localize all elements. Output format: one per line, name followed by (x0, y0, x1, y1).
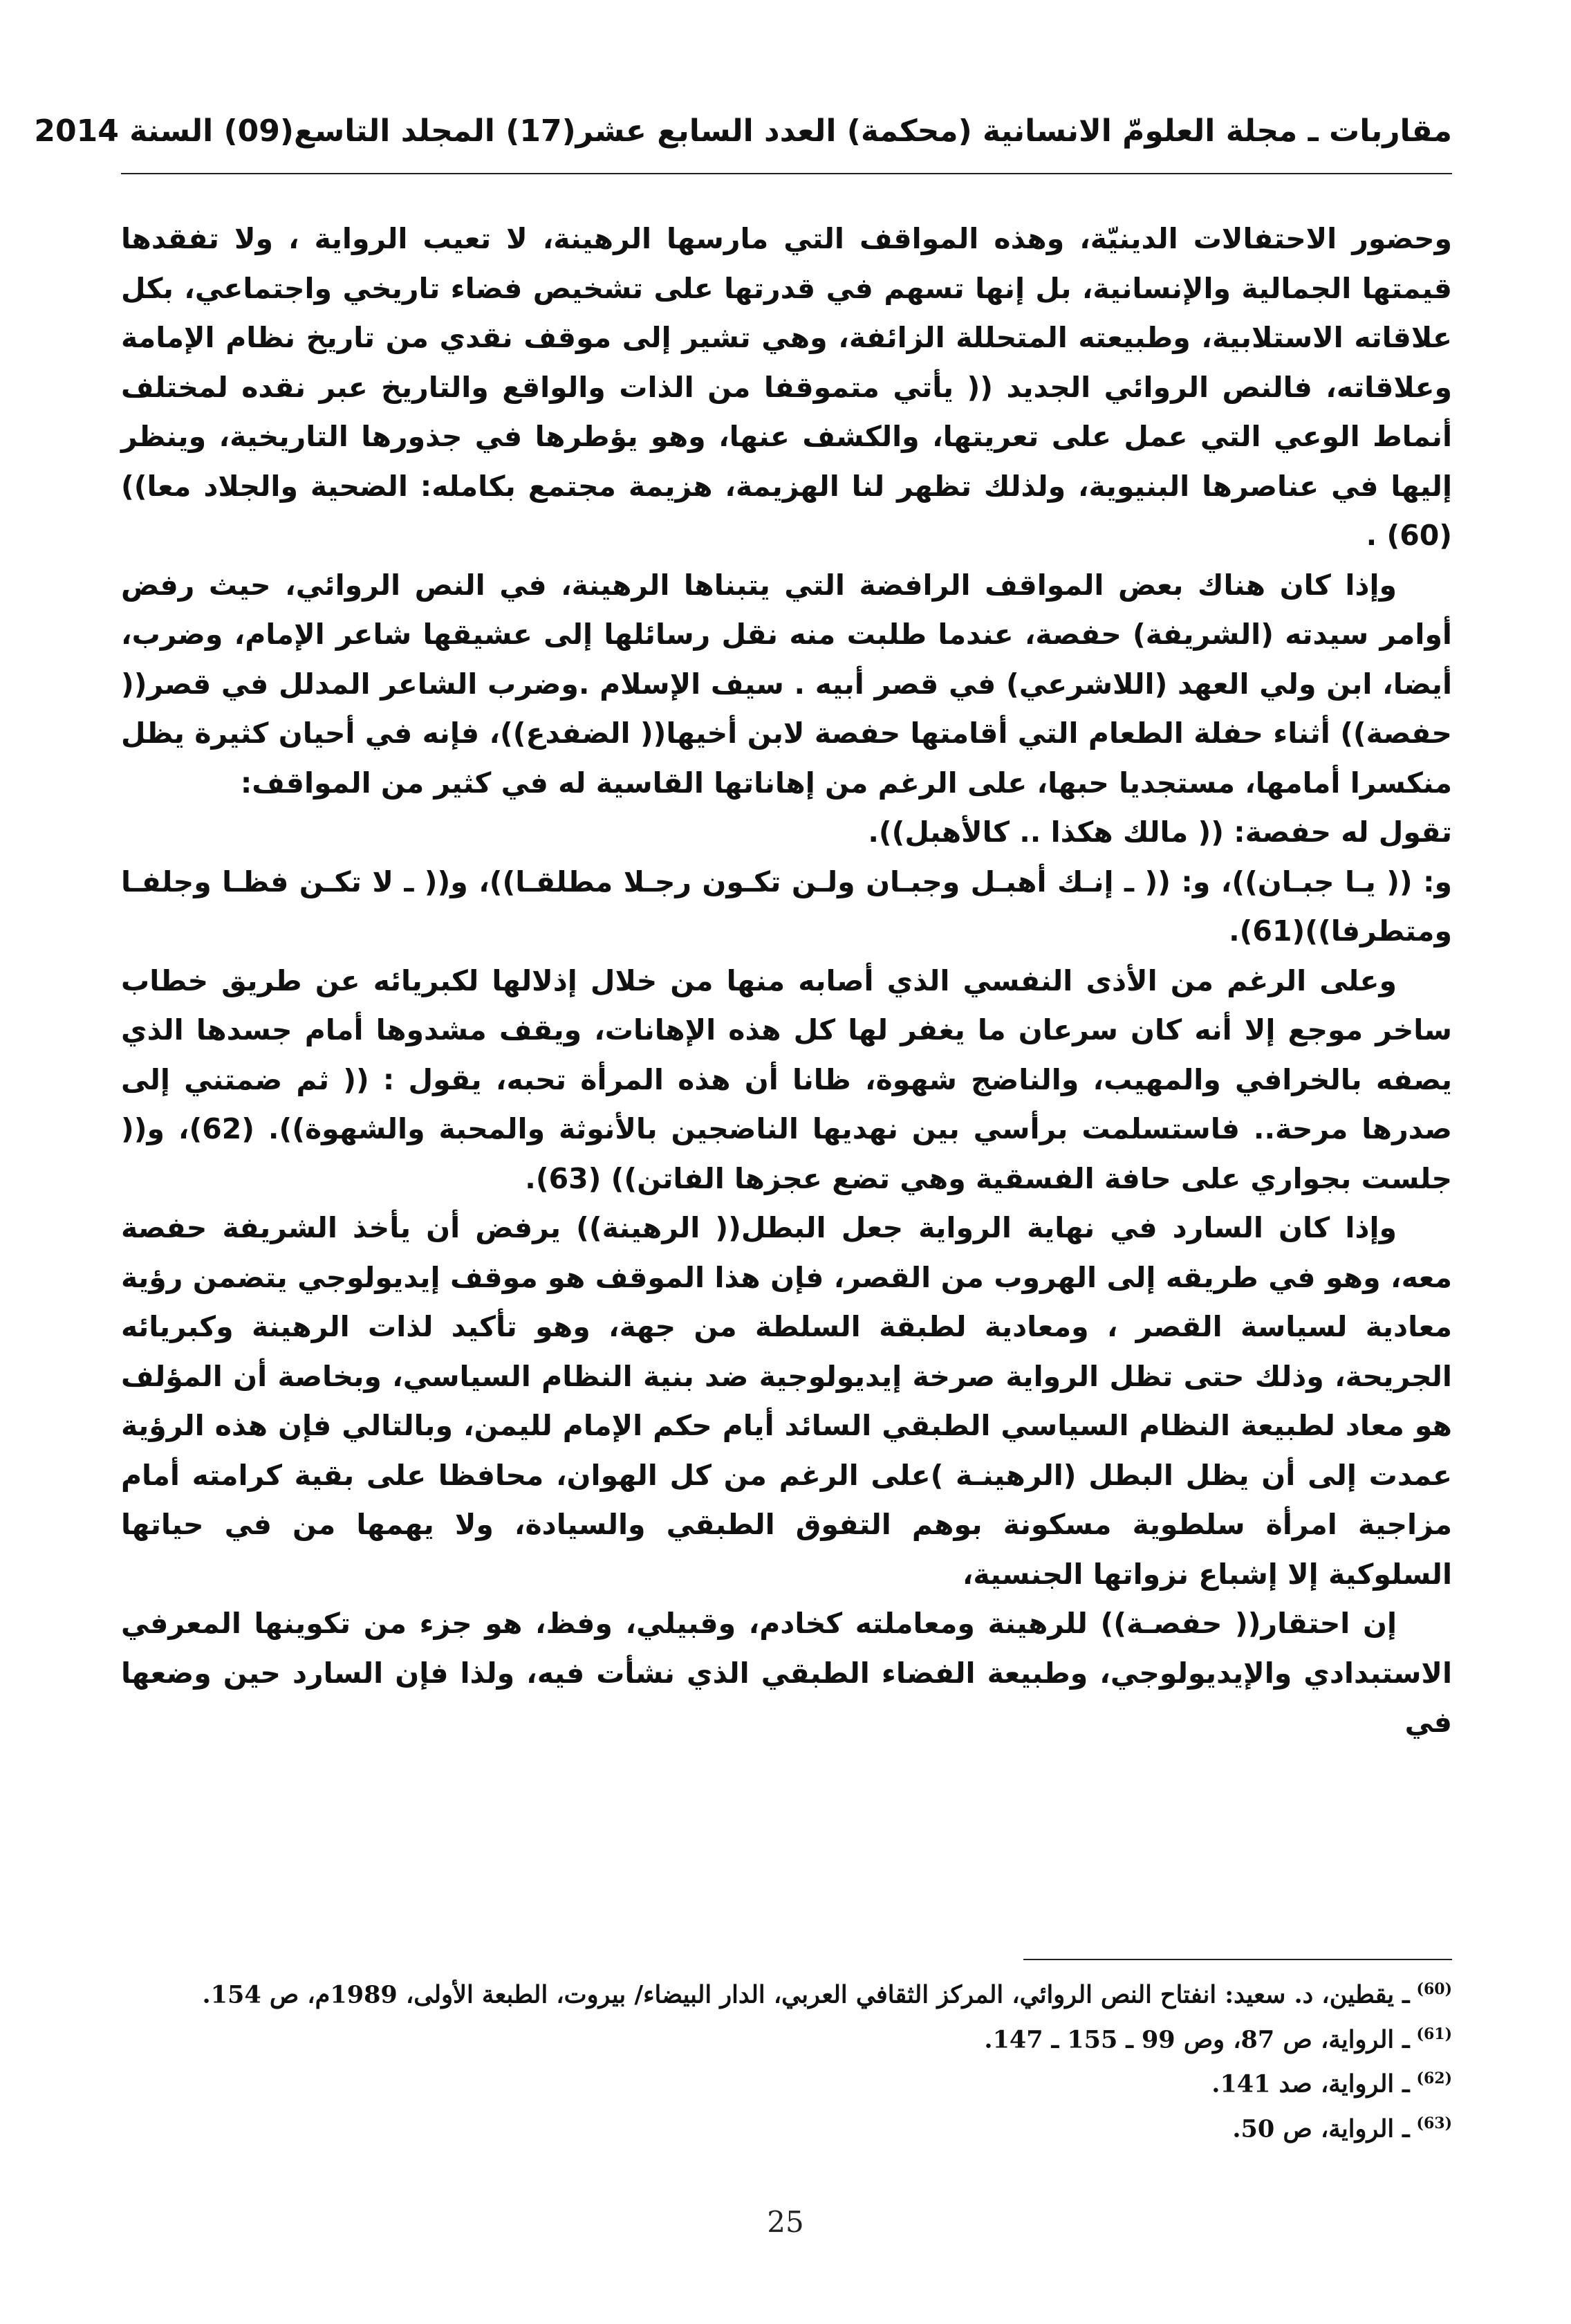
page-number: 25 (767, 2205, 804, 2239)
footnote (121, 2015, 1452, 2060)
header-divider (121, 173, 1452, 174)
footnote-number: (62) (1416, 2069, 1452, 2088)
footnote (121, 2104, 1452, 2149)
footnote-number: (61) (1416, 2025, 1452, 2043)
quote-line: تقول له حفصة: (( مالك هكذا .. كالأهبل)). (868, 815, 1452, 849)
footnote-text: ـ الرواية، ص 87، وص 99 ـ 155 ـ 147. (984, 2025, 1410, 2054)
footnote-divider (1023, 1959, 1452, 1960)
paragraph: وإذا كان هناك بعض المواقف الرافضة التي يتبناها الرهينة، في النص الروائي، حيث رفض أوامر سيدته (الشريفة) حفصة، عندما طلبت منه نقل رسائلها إلى عشيقها شاعر الإمام، وضرب، أيضا، ابن ولي العهد (اللاشرعي) في قصر أبيه . سيف الإسلام .وضرب الشاعر المدلل في قصر(( حفصة)) أثناء حفلة الطعام التي أقامتها حفصة لابن أخيها(( الضفدع))، فإنه في أحيان كثيرة يظل منكسرا أمامها، مستجديا حبها، على الرغم من إهاناتها القاسية له في كثير من المواقف: (121, 568, 1452, 800)
footnote (121, 2059, 1452, 2104)
footnote (121, 1970, 1452, 2015)
running-header: مقاربات ـ مجلة العلومّ الانسانية (محكمة) العدد السابع عشر(17) المجلد التاسع(09) السنة 2014 (34, 113, 1452, 149)
paragraph: إن احتقار(( حفصـة)) للرهينة ومعاملته كخادم، وقبيلي، وفظ، هو جزء من تكوينها المعرفي الاستبدادي والإيديولوجي، وطبيعة الفضاء الطبقي الذي نشأت فيه، ولذا فإن السارد حين وضعها في (121, 1607, 1452, 1739)
article-body (121, 214, 1452, 1748)
footnote-number: (63) (1416, 2114, 1452, 2132)
paragraph: وحضور الاحتفالات الدينيّة، وهذه المواقف التي مارسها الرهينة، لا تعيب الرواية ، ولا تفقدها قيمتها الجمالية والإنسانية، بل إنها تسهم في قدرتها على تشخيص فضاء تاريخي واجتماعي، بكل علاقاته الاستلابية، وطبيعته المتحللة الزائفة، وهي تشير إلى موقف نقدي من تاريخ نظام الإمامة وعلاقاته، فالنص الروائي الجديد (( يأتي متموقفا من الذات والواقع والتاريخ عبر نقده لمختلف أنماط الوعي التي عمل على تعريتها، والكشف عنها، وهو يؤطرها في جذورها التاريخية، وينظر إليها في عناصرها البنيوية، ولذلك تظهر لنا الهزيمة، هزيمة مجتمع بكامله: الضحية والجلاد معا))(60) . (121, 222, 1452, 552)
footnotes (121, 1970, 1452, 2149)
quote-line: و: (( يـا جبـان))، و: (( ـ إنـك أهبـل وجبـان ولـن تكـون رجـلا مطلقـا))، و(( ـ لا تكـن فظـا وجلفـا ومتطرفا))(61). (121, 865, 1452, 948)
paragraph: وإذا كان السارد في نهاية الرواية جعل البطل(( الرهينة)) يرفض أن يأخذ الشريفة حفصة معه، وهو في طريقه إلى الهروب من القصر، فإن هذا الموقف هو موقف إيديولوجي يتضمن رؤية معادية لسياسة القصر ، ومعادية لطبقة السلطة من جهة، وهو تأكيد لذات الرهينة وكبريائه الجريحة، وذلك حتى تظل الرواية صرخة إيديولوجية ضد بنية النظام السياسي، وبخاصة أن المؤلف هو معاد لطبيعة النظام السياسي الطبقي السائد أيام حكم الإمام لليمن، وبالتالي فإن هذه الرؤية عمدت إلى أن يظل البطل (الرهينـة )على الرغم من كل الهوان، محافظا على بقية كرامته أمام مزاجية امرأة سلطوية مسكونة بوهم التفوق الطبقي والسيادة، ولا يهمها من في حياتها السلوكية إلا إشباع نزواتها الجنسية، (121, 1211, 1452, 1591)
footnote-text: ـ الرواية، ص 50. (1232, 2114, 1410, 2143)
footnote-text: ـ الرواية، صد 141. (1211, 2069, 1410, 2099)
paragraph: وعلى الرغم من الأذى النفسي الذي أصابه منها من خلال إذلالها لكبريائه عن طريق خطاب ساخر موجع إلا أنه كان سرعان ما يغفر لها كل هذه الإهانات، ويقف مشدوها أمام جسدها الذي يصفه بالخرافي والمهيب، والناضج شهوة، ظانا أن هذه المرأة تحبه، يقول : (( ثم ضمتني إلى صدرها مرحة.. فاستسلمت برأسي بين نهديها الناضجين بالأنوثة والمحبة والشهوة)). (62)، و(( جلست بجواري على حافة الفسقية وهي تضع عجزها الفاتن)) (63). (121, 963, 1452, 1195)
footnote-text: ـ يقطين، د. سعيد: انفتاح النص الروائي، المركز الثقافي العربي، الدار البيضاء/ بيروت، الطبعة الأولى، 1989م، ص 154. (202, 1980, 1410, 2009)
footnote-number: (60) (1416, 1980, 1452, 1998)
